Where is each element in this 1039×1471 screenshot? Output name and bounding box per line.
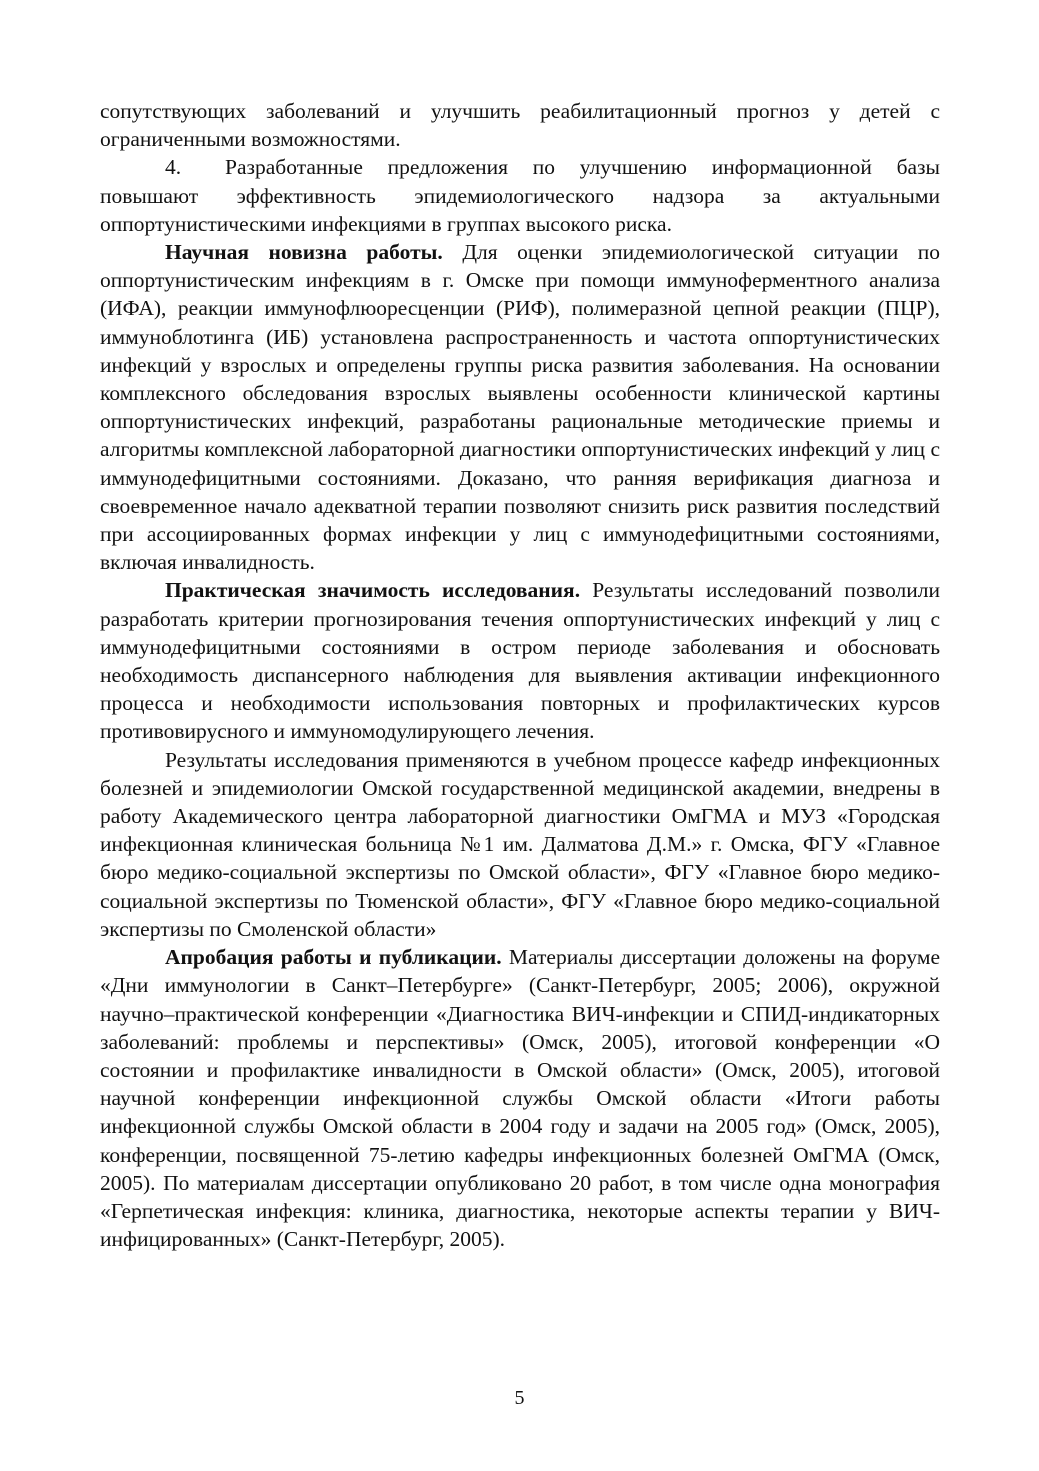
paragraph-approbation — [100, 943, 940, 1253]
paragraph-scientific-novelty — [100, 238, 940, 576]
section-heading-practical: Практическая значимость исследования. — [165, 578, 581, 603]
section-heading-novelty: Научная новизна работы. — [165, 240, 443, 265]
section-heading-approbation: Апробация работы и публикации. — [165, 945, 502, 970]
numbered-item-4 — [100, 153, 940, 238]
item-text: Разработанные предложения по улучшению информационной базы повышают эффективность эпидемиологического надзора за актуальными оппортунистическими инфекциями в группах высокого риска. — [100, 155, 940, 236]
paragraph-continuation: сопутствующих заболеваний и улучшить реабилитационный прогноз у детей с ограниченными возможностями. — [100, 99, 940, 152]
document-page — [100, 97, 940, 1253]
paragraph-text-practical: Результаты исследований позволили разработать критерии прогнозирования течения оппортунистических инфекций у лиц с иммунодефицитными состояниями в остром периоде заболевания и обосновать необходимость диспансерного наблюдения для выявления активации инфекционного процесса и необходимости использования повторных и профилактических курсов противовирусного и иммуномодулирующего лечения. — [100, 578, 941, 744]
paragraph-text-novelty: Для оценки эпидемиологической ситуации по оппортунистическим инфекциям в г. Омске при помощи иммуноферментного анализа (ИФА), реакции иммунофлюоресценции (РИФ), полимеразной цепной реакции (ПЦР), иммуноблотинга (ИБ) установлена распространенность и частота оппортунистических инфекций у взрослых и определены группы риска развития заболевания. На основании комплексного обследования взрослых выявлены особенности клинической картины оппортунистических инфекций, разработаны рациональные методические приемы и алгоритмы комплексной лабораторной диагностики оппортунистических инфекций у лиц с иммунодефицитными состояниями. Доказано, что ранняя верификация диагноза и своевременное начало адекватной терапии позволяют снизить риск развития последствий при ассоциированных формах инфекции у лиц с иммунодефицитными состояниями, включая инвалидность. — [100, 240, 940, 575]
paragraph-results-implementation: Результаты исследования применяются в учебном процессе кафедр инфекционных болезней и эпидемиологии Омской государственной медицинской академии, внедрены в работу Академического центра лабораторной диагностики ОмГМА и МУЗ «Городская инфекционная клиническая больница №1 им. Далматова Д.М.» г. Омска, ФГУ «Главное бюро медико-социальной экспертизы по Омской области», ФГУ «Главное бюро медико-социальной экспертизы по Тюменской области», ФГУ «Главное бюро медико-социальной экспертизы по Смоленской области» — [100, 747, 940, 941]
paragraph-text-approbation: Материалы диссертации доложены на форуме «Дни иммунологии в Санкт–Петербурге» (Санкт-Петербург, 2005; 2006), окружной научно–практической конференции «Диагностика ВИЧ-инфекции и СПИД-индикаторных заболеваний: проблемы и перспективы» (Омск, 2005), итоговой конференции «О состоянии и профилактике инвалидности в Омской области» (Омск, 2005), итоговой научной конференции инфекционной службы Омской области «Итоги работы инфекционной службы Омской области в 2004 году и задачи на 2005 год» (Омск, 2005), конференции, посвященной 75-летию кафедры инфекционных болезней ОмГМА (Омск, 2005). По материалам диссертации опубликовано 20 работ, в том числе одна монография «Герпетическая инфекция: клиника, диагностика, некоторые аспекты терапии у ВИЧ-инфицированных» (Санкт-Петербург, 2005). — [100, 945, 941, 1252]
page-number: 5 — [514, 1387, 525, 1409]
item-number: 4. — [165, 155, 182, 180]
paragraph-practical-significance — [100, 576, 940, 745]
